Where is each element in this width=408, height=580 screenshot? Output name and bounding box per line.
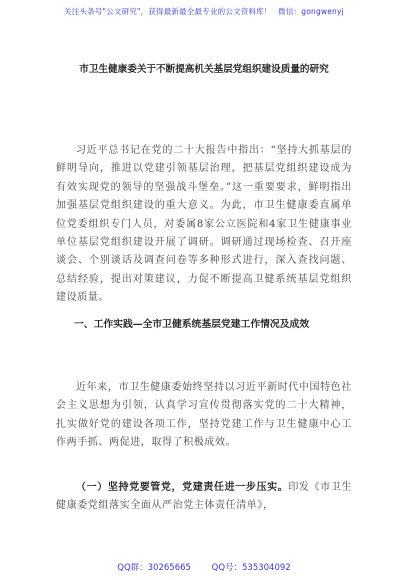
document-title: 市卫生健康委关于不断提高机关基层党组织建设质量的研究 — [79, 64, 329, 75]
banner-wechat-text: 微信：gongwenyj — [278, 7, 344, 16]
paragraph-overview: 近年来，市卫生健康委始终坚持以习近平新时代中国特色社会主义思想为引领，认真学习宣传贯彻落实党的二十大精神，扎实做好党的建设各项工作，坚持党建工作与卫生健康中心工作两手抓、两促进，取得了积极成效。 — [56, 382, 352, 449]
footer-qq-group: QQ群：30265665 — [117, 563, 191, 573]
footer-qq-number: QQ号：535304092 — [211, 563, 291, 573]
banner-promo-text: 关注头条号"公文研究"，获得最新最全最专业的公文资料库！ — [64, 7, 272, 16]
section-heading-1: 一、工作实践—全市卫健系统基层党建工作情况及成效 — [74, 319, 310, 330]
footer-contact — [0, 561, 408, 573]
paragraph-subsection-1 — [56, 479, 352, 516]
subsection-1-lead: （一）坚持党要管党，党建责任进一步压实。 — [76, 482, 289, 493]
top-banner — [0, 6, 408, 17]
paragraph-intro: 习近平总书记在党的二十大报告中指出：“坚持大抓基层的鲜明导向，推进以党建引领基层治理，把基层党组织建设成为有效实现党的领导的坚强战斗堡垒。”这一重要要求，鲜明指出加强基层党组织建设的重大意义。为此，市卫生健康委直属单位党委组织专门人员，对委属8家公立医院和4家卫生健康事业单位基层党组织建设开展了调研。调研通过现场检查、召开座谈会、个别谈话及调查问卷等多种形式进行，深入查找问题、总结经验，提出对策建议，力促不断提高卫健系统基层党组织建设质量。 — [56, 145, 352, 304]
subsection-1-text: 印发《市卫生健康委党组落实全面从严治党主体责任清单》， — [56, 482, 352, 512]
